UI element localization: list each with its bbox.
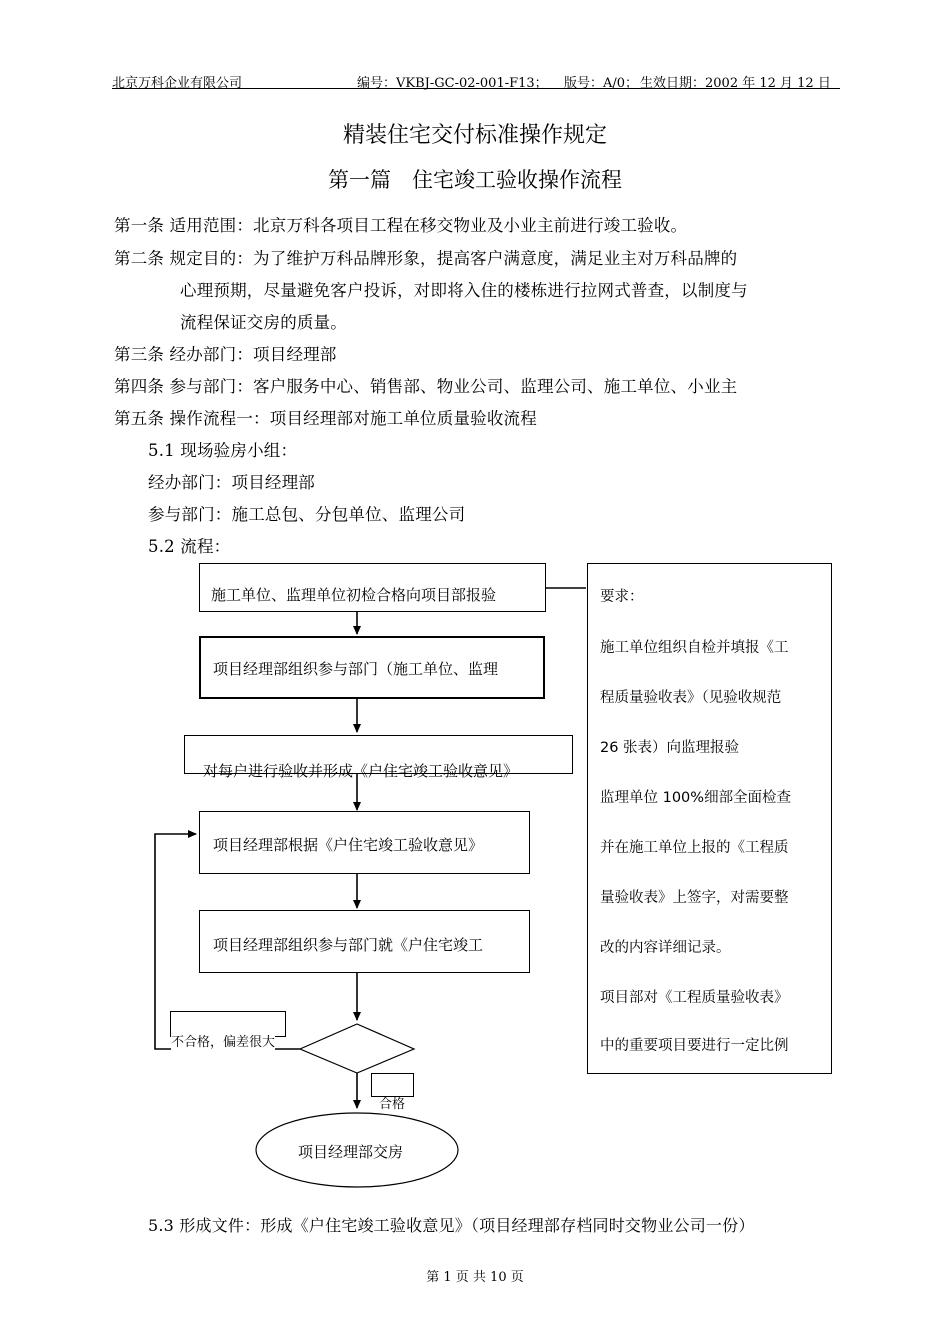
flow-step-1-text: 施工单位、监理单位初检合格向项目部报验 bbox=[211, 586, 497, 604]
article-5: 第五条 操作流程一：项目经理部对施工单位质量验收流程 bbox=[114, 409, 537, 428]
requirements-line-8: 项目部对《工程质量验收表》 bbox=[600, 990, 789, 1006]
pass-label: 合格 bbox=[379, 1097, 406, 1112]
requirements-line-7: 改的内容详细记录。 bbox=[600, 940, 731, 956]
requirements-line-3: 26 张表）向监理报验 bbox=[600, 740, 740, 756]
article-2-line-2: 心理预期，尽量避免客户投诉，对即将入住的楼栋进行拉网式普查，以制度与 bbox=[180, 281, 748, 300]
header-date: 生效日期：2002 年 12 月 12 日 bbox=[640, 76, 831, 91]
article-2-line-1: 第二条 规定目的：为了维护万科品牌形象，提高客户满意度，满足业主对万科品牌的 bbox=[114, 249, 738, 268]
requirements-line-5: 并在施工单位上报的《工程质 bbox=[600, 840, 789, 856]
flow-step-3-text: 对每户进行验收并形成《户住宅竣工验收意见》 bbox=[203, 762, 519, 780]
section-5-2: 5.2 流程： bbox=[148, 537, 231, 556]
requirements-line-1: 施工单位组织自检并填报《工 bbox=[600, 640, 789, 656]
article-1: 第一条 适用范围：北京万科各项目工程在移交物业及小业主前进行竣工验收。 bbox=[114, 216, 688, 235]
header-code: 编号：VKBJ-GC-02-001-F13； bbox=[357, 76, 548, 91]
header-version: 版号：A/0； bbox=[564, 76, 639, 91]
fail-label: 不合格，偏差很大 bbox=[171, 1031, 275, 1050]
header-company: 北京万科企业有限公司 bbox=[112, 76, 243, 91]
section-5-1-dept: 经办部门：项目经理部 bbox=[148, 473, 315, 492]
document-title: 精装住宅交付标准操作规定 bbox=[342, 123, 607, 148]
requirements-line-2: 程质量验收表》（见验收规范 bbox=[600, 690, 782, 706]
article-3: 第三条 经办部门：项目经理部 bbox=[114, 345, 337, 364]
requirements-line-4: 监理单位 100%细部全面检查 bbox=[600, 790, 792, 806]
article-4: 第四条 参与部门：客户服务中心、销售部、物业公司、监理公司、施工单位、小业主 bbox=[114, 377, 738, 396]
document-subtitle: 第一篇 住宅竣工验收操作流程 bbox=[328, 168, 622, 192]
requirements-title: 要求： bbox=[600, 589, 644, 605]
decision-diamond bbox=[300, 1024, 414, 1073]
section-5-1: 5.1 现场验房小组： bbox=[148, 441, 298, 460]
flow-step-4-text: 项目经理部根据《户住宅竣工验收意见》 bbox=[213, 836, 484, 854]
requirements-line-9: 中的重要项目要进行一定比例 bbox=[600, 1038, 789, 1054]
flow-end-text: 项目经理部交房 bbox=[298, 1143, 404, 1161]
requirements-line-6: 量验收表》上签字，对需要整 bbox=[600, 890, 789, 906]
section-5-3: 5.3 形成文件：形成《户住宅竣工验收意见》（项目经理部存档同时交物业公司一份） bbox=[148, 1216, 755, 1235]
section-5-1-participants: 参与部门：施工总包、分包单位、监理公司 bbox=[148, 505, 466, 524]
page-footer: 第 1 页 共 10 页 bbox=[426, 1270, 524, 1285]
article-2-line-3: 流程保证交房的质量。 bbox=[180, 313, 347, 332]
flow-step-5-text: 项目经理部组织参与部门就《户住宅竣工 bbox=[213, 936, 484, 954]
flow-step-2-text: 项目经理部组织参与部门（施工单位、监理 bbox=[213, 660, 499, 678]
